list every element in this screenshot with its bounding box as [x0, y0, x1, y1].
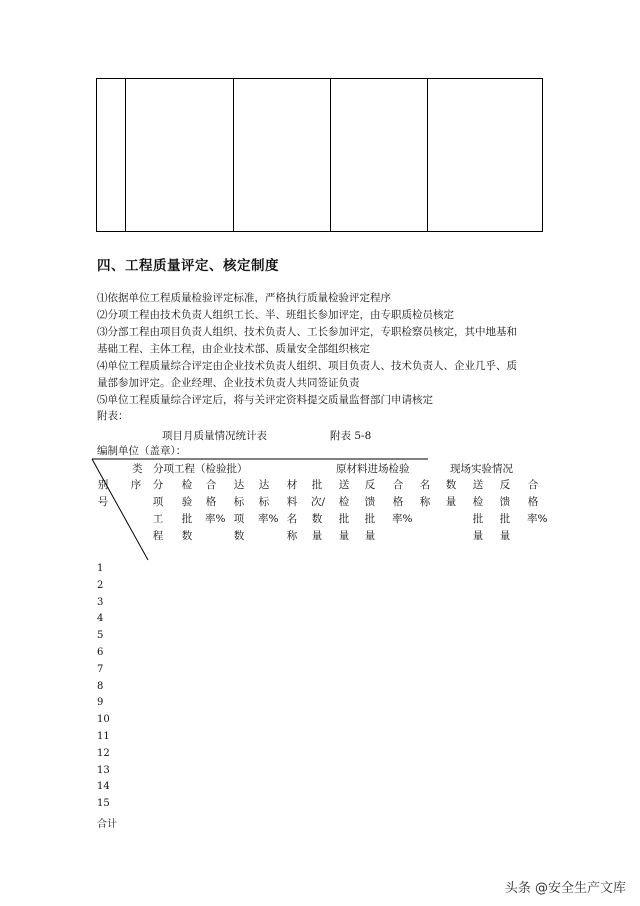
table-row-number: 4: [97, 613, 104, 625]
table-row-number: 8: [97, 680, 104, 692]
table-ref: 附表 5-8: [330, 430, 372, 442]
col-shuliang: 数量: [445, 479, 457, 508]
table-row-number: 5: [97, 630, 104, 642]
col-hegelv-3: 合格率%: [527, 479, 548, 525]
table-row-number: 2: [97, 579, 104, 591]
watermark: 头条 @安全生产文库: [504, 881, 626, 896]
col-fankui-piliang-1: 反馈批量: [364, 479, 376, 542]
group-material: 原材料进场检验: [336, 463, 410, 475]
appendix-label: 附表：: [97, 410, 129, 422]
table-row-number: 13: [97, 764, 110, 776]
table-row-number: 11: [97, 731, 110, 742]
table-row-number: 7: [97, 663, 104, 675]
col-jianyanpi-shu: 检验批数: [181, 479, 193, 542]
type-label: 类: [132, 463, 143, 475]
table-row-number: 14: [97, 781, 110, 793]
col-songjian-piliang-1: 送检批量: [338, 479, 350, 542]
table-row-number: 9: [97, 697, 104, 709]
paragraph-3: ⑶分部工程由项目负责人组织、技术负责人、工长参加评定，专职检察员核定，其中地基和: [97, 326, 517, 338]
compiler-label: 编制单位（盖章）：: [97, 445, 187, 457]
table-row-number: 3: [97, 596, 104, 608]
paragraph-1: ⑴依据单位工程质量检验评定标准，严格执行质量检验评定程序: [97, 292, 391, 304]
paragraph-5: ⑸单位工程质量综合评定后，将与关评定资料提交质量监督部门申请核定: [97, 394, 433, 406]
table-row-number: 合计: [97, 819, 117, 830]
col-dabiaolv: 达标率%: [258, 479, 279, 525]
section-heading: 四、工程质量评定、核定制度: [97, 258, 279, 274]
paragraph-4: ⑷单位工程质量综合评定由企业技术负责人组织、项目负责人、技术负责人、企业几乎、质: [97, 360, 517, 372]
group-fenxiang: 分项工程（检验批）: [153, 463, 248, 475]
table-row-number: 12: [97, 747, 110, 759]
paragraph-2: ⑵分项工程由技术负责人组织工长、半、班组长参加评定，由专职质检员核定: [97, 309, 454, 321]
col-fenxiang-gongcheng: 分项工程: [152, 479, 164, 542]
table-row-number: 6: [97, 647, 104, 658]
col-mingcheng: 名称: [419, 479, 431, 508]
table-row-number: 10: [97, 714, 110, 726]
col-cailiao-mingcheng: 材料名称: [286, 479, 298, 542]
category-label: 别号: [97, 479, 109, 508]
table-title: 项目月质量情况统计表: [162, 430, 267, 442]
col-songjian-piliang-2: 送检批量: [472, 479, 484, 542]
col-hegelv-1: 合格率%: [205, 479, 226, 525]
paragraph-4-cont: 量部参加评定。企业经理、企业技术负责人共同签证负责: [97, 377, 360, 389]
seq-label: 序: [130, 479, 142, 491]
group-field: 现场实验情况: [450, 463, 513, 475]
paragraph-3-cont: 基础工程、主体工程，由企业技术部、质量安全部组织核定: [97, 343, 370, 355]
col-dabiao-xiangshu: 达标项数: [233, 479, 245, 542]
col-hegelv-2: 合格率%: [392, 479, 413, 525]
table-row-number: 15: [97, 798, 110, 810]
col-pici-shuliang: 批次/数量: [311, 479, 326, 542]
col-fankui-piliang-2: 反馈批量: [499, 479, 511, 542]
table-row-number: 1: [97, 563, 104, 574]
